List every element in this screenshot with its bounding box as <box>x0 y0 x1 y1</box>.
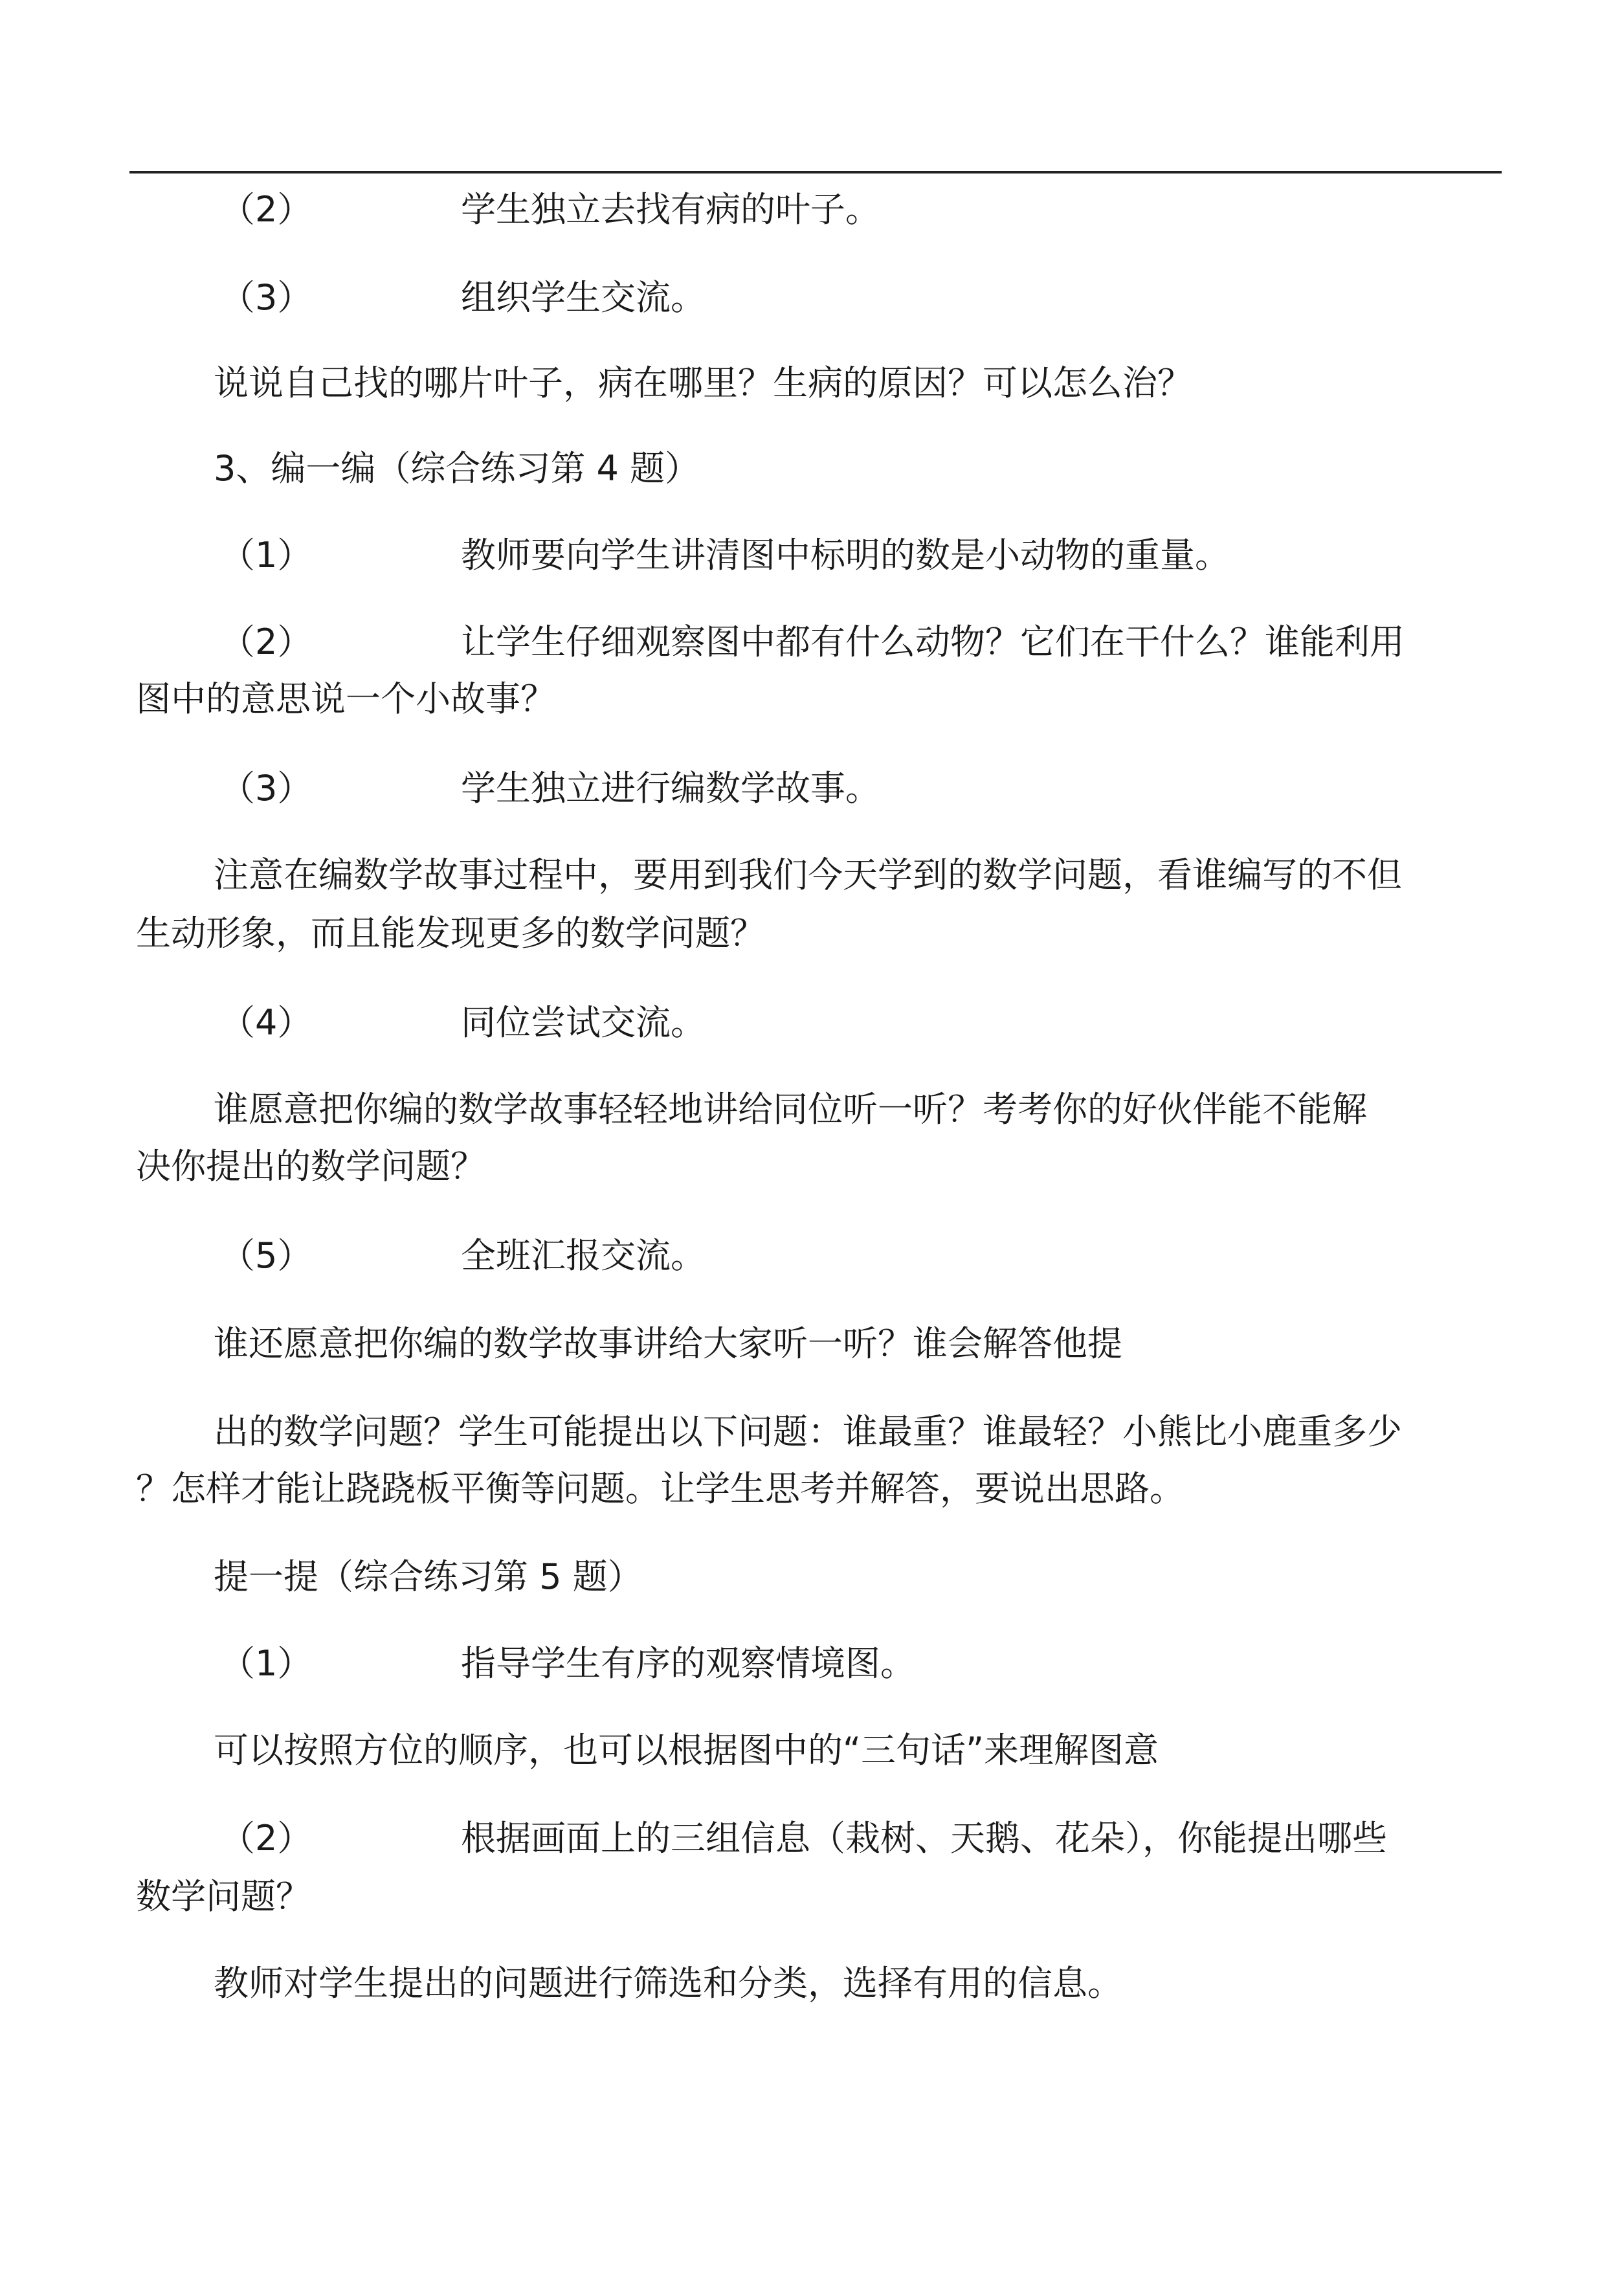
paragraph-line: 谁还愿意把你编的数学故事讲给大家听一听？谁会解答他提 <box>214 1323 1122 1364</box>
item-text: 教师要向学生讲清图中标明的数是小动物的重量。 <box>461 535 1230 576</box>
item-number: （3） <box>220 277 313 318</box>
item-number: （1） <box>220 535 313 576</box>
item-number: （5） <box>220 1235 313 1276</box>
item-number: （1） <box>220 1643 313 1684</box>
item-number: （4） <box>220 1002 313 1043</box>
paragraph-line: ？怎样才能让跷跷板平衡等问题。让学生思考并解答，要说出思路。 <box>136 1468 1185 1509</box>
item-number: （3） <box>220 768 313 809</box>
item-text: 学生独立进行编数学故事。 <box>461 768 880 809</box>
header-rule <box>129 171 1502 173</box>
paragraph-line: 出的数学问题？学生可能提出以下问题：谁最重？谁最轻？小熊比小鹿重多少 <box>214 1411 1402 1452</box>
item-number: （2） <box>220 189 313 230</box>
item-text: 组织学生交流。 <box>461 277 706 318</box>
paragraph-line: 数学问题？ <box>136 1876 311 1917</box>
paragraph-line: 决你提出的数学问题？ <box>136 1146 485 1187</box>
item-text: 同位尝试交流。 <box>461 1002 706 1043</box>
paragraph-line: 可以按照方位的顺序，也可以根据图中的“三句话”来理解图意 <box>214 1730 1159 1771</box>
section-heading: 3、编一编（综合练习第 4 题） <box>214 448 700 489</box>
item-text: 全班汇报交流。 <box>461 1235 706 1276</box>
paragraph-line: 谁愿意把你编的数学故事轻轻地讲给同位听一听？考考你的好伙伴能不能解 <box>214 1089 1367 1130</box>
section-heading: 提一提（综合练习第 5 题） <box>214 1556 643 1597</box>
paragraph-line: 图中的意思说一个小故事？ <box>136 678 555 719</box>
paragraph-line: 教师对学生提出的问题进行筛选和分类，选择有用的信息。 <box>214 1963 1122 2004</box>
item-text: 让学生仔细观察图中都有什么动物？它们在干什么？谁能利用 <box>461 621 1405 662</box>
item-number: （2） <box>220 1818 313 1859</box>
paragraph-line: 说说自己找的哪片叶子，病在哪里？生病的原因？可以怎么治？ <box>214 363 1192 403</box>
item-text: 根据画面上的三组信息（栽树、天鹅、花朵），你能提出哪些 <box>461 1818 1387 1859</box>
paragraph-line: 注意在编数学故事过程中，要用到我们今天学到的数学问题，看谁编写的不但 <box>214 855 1402 895</box>
item-text: 指导学生有序的观察情境图。 <box>461 1643 915 1684</box>
paragraph-line: 生动形象，而且能发现更多的数学问题？ <box>136 913 765 954</box>
item-number: （2） <box>220 621 313 662</box>
item-text: 学生独立去找有病的叶子。 <box>461 189 880 230</box>
